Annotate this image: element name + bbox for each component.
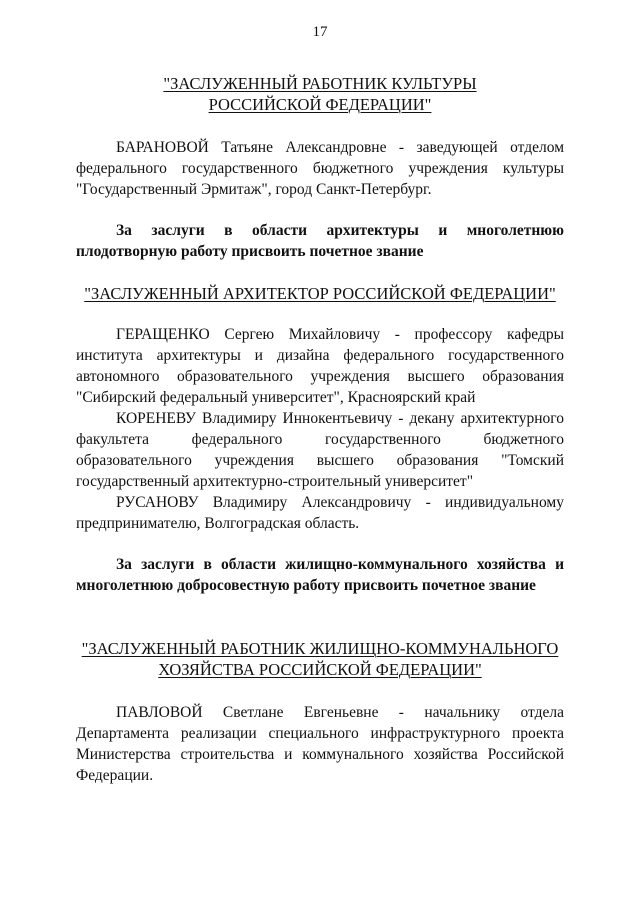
award-title-line: ХОЗЯЙСТВА РОССИЙСКОЙ ФЕДЕРАЦИИ": [158, 660, 482, 679]
nominee-entry-baranova: БАРАНОВОЙ Татьяне Александровне - заведующей отделом федерального государственного бюджетного учреждения культуры "Государственный Эрмитаж", город Санкт-Петербург.: [76, 139, 564, 198]
page-number: 17: [312, 24, 328, 40]
award-preamble-housing: За заслуги в области жилищно-коммунального хозяйства и многолетнюю добросовестную работу присвоить почетное звание: [76, 556, 564, 594]
award-title-line: "ЗАСЛУЖЕННЫЙ РАБОТНИК ЖИЛИЩНО-КОММУНАЛЬНОГО: [81, 639, 559, 658]
award-title-line: "ЗАСЛУЖЕННЫЙ АРХИТЕКТОР РОССИЙСКОЙ ФЕДЕРАЦИИ": [84, 284, 556, 303]
award-title-line: РОССИЙСКОЙ ФЕДЕРАЦИИ": [208, 95, 432, 114]
award-preamble-architecture: За заслуги в области архитектуры и многолетнюю плодотворную работу присвоить почетное звание: [76, 222, 564, 260]
award-title-line: "ЗАСЛУЖЕННЫЙ РАБОТНИК КУЛЬТУРЫ: [163, 74, 477, 93]
award-title-culture: [76, 73, 564, 115]
nominee-entry-korenev: КОРЕНЕВУ Владимиру Иннокентьевичу - декану архитектурного факультета федерального государственного бюджетного образовательного учреждения высшего образования "Томский государственный архитектурно-строительный университет": [76, 410, 564, 490]
award-title-architect: [76, 283, 564, 304]
nominee-entry-gerashchenko: ГЕРАЩЕНКО Сергею Михайловичу - профессору кафедры института архитектуры и дизайна федерального государственного автономного образовательного учреждения высшего образования "Сибирский федеральный университет", Красноярский край: [76, 326, 564, 406]
nominee-entry-rusanov: РУСАНОВУ Владимиру Александровичу - индивидуальному предпринимателю, Волгоградская область.: [76, 494, 564, 532]
award-title-housing: [76, 638, 564, 680]
nominee-entry-pavlova: ПАВЛОВОЙ Светлане Евгеньевне - начальнику отдела Департамента реализации специального инфраструктурного проекта Министерства строительства и коммунального хозяйства Российской Федерации.: [76, 704, 564, 784]
